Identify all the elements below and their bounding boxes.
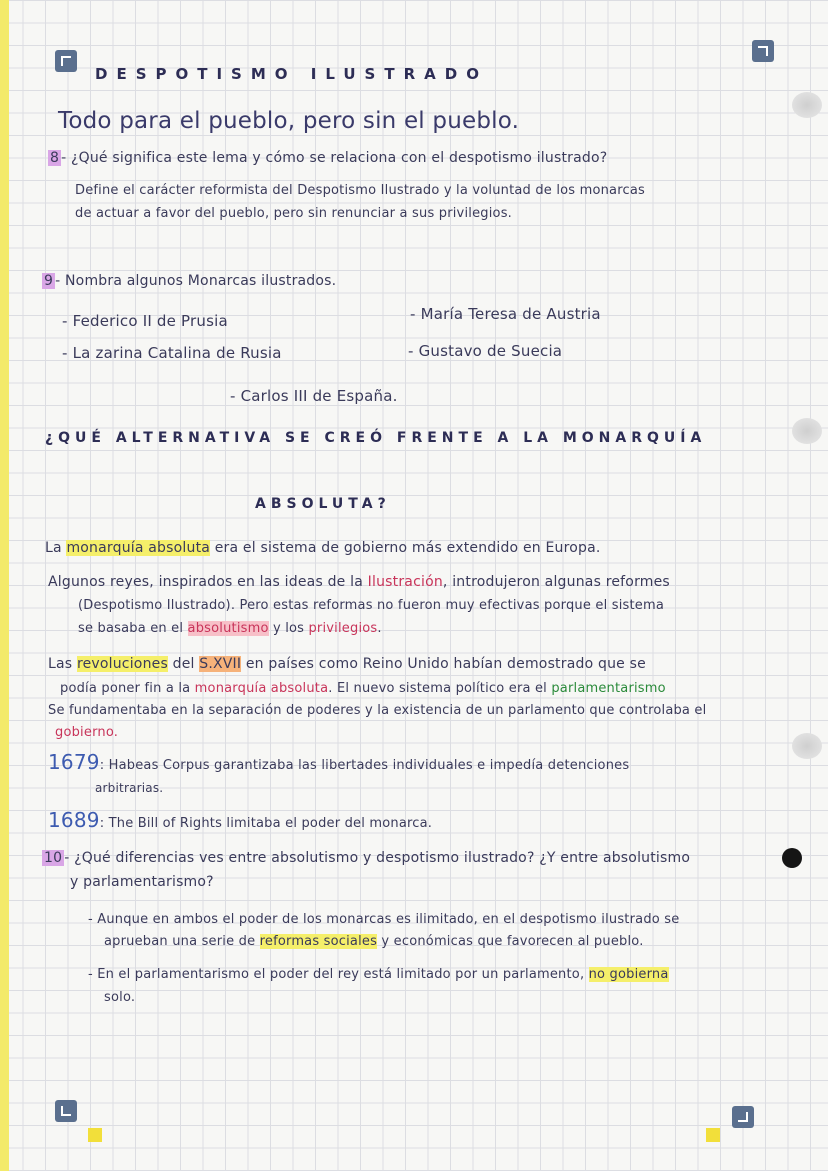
answer-8-line: de actuar a favor del pueblo, pero sin renunciar a sus privilegios.	[75, 206, 512, 221]
event-1679-line: arbitrarias.	[95, 781, 164, 795]
monarch-item: - La zarina Catalina de Rusia	[62, 344, 282, 362]
paragraph-2-line: (Despotismo Ilustrado). Pero estas reformas no fueron muy efectivas porque el sistema	[78, 598, 665, 613]
monarch-item: - María Teresa de Austria	[410, 305, 601, 323]
paragraph-3: Las revoluciones del S.XVII en países como Reino Unido habían demostrado que se	[48, 656, 646, 672]
paragraph-3-line: podía poner fin a la monarquía absoluta. El nuevo sistema político era el parlamentarismo	[60, 681, 666, 696]
paragraph-3-line: Se fundamentaba en la separación de poderes y la existencia de un parlamento que controlaba el	[48, 703, 707, 718]
question-9: 9 - Nombra algunos Monarcas ilustrados.	[44, 273, 337, 289]
corner-mark-icon	[732, 1106, 754, 1128]
section-heading-line2: ABSOLUTA?	[255, 496, 391, 512]
paragraph-1: La monarquía absoluta era el sistema de gobierno más extendido en Europa.	[45, 540, 601, 556]
event-1679: 1679: Habeas Corpus garantizaba las libertades individuales e impedía detenciones	[48, 750, 630, 774]
binder-hole	[792, 733, 822, 759]
question-8: 8 - ¿Qué significa este lema y cómo se relaciona con el despotismo ilustrado?	[50, 150, 608, 166]
paragraph-3-line: gobierno.	[55, 725, 119, 740]
motto: Todo para el pueblo, pero sin el pueblo.	[58, 108, 520, 134]
black-dot	[782, 848, 802, 868]
page-title: DESPOTISMO ILUSTRADO	[95, 65, 488, 83]
corner-mark-icon	[55, 1100, 77, 1122]
section-heading: ¿QUÉ ALTERNATIVA SE CREÓ FRENTE A LA MONARQUÍA	[45, 430, 707, 446]
binder-hole	[792, 92, 822, 118]
monarch-item: - Gustavo de Suecia	[408, 342, 563, 360]
binder-hole	[792, 418, 822, 444]
answer-10-line: solo.	[104, 990, 136, 1005]
answer-8-line: Define el carácter reformista del Despotismo Ilustrado y la voluntad de los monarcas	[75, 183, 645, 198]
yellow-mark	[706, 1128, 720, 1142]
monarch-item: - Carlos III de España.	[230, 387, 398, 405]
monarch-item: - Federico II de Prusia	[62, 312, 228, 330]
paragraph-2-line: se basaba en el absolutismo y los privilegios.	[78, 621, 382, 636]
notebook-edge	[0, 0, 9, 1171]
answer-10-line: - Aunque en ambos el poder de los monarcas es ilimitado, en el despotismo ilustrado se	[88, 912, 680, 927]
paragraph-2: Algunos reyes, inspirados en las ideas de la Ilustración, introdujeron algunas reformes	[48, 574, 670, 590]
corner-mark-icon	[55, 50, 77, 72]
question-10: 10 - ¿Qué diferencias ves entre absolutismo y despotismo ilustrado? ¿Y entre absolutismo	[44, 850, 691, 866]
event-1689: 1689: The Bill of Rights limitaba el poder del monarca.	[48, 808, 433, 832]
question-10-line: y parlamentarismo?	[70, 874, 214, 890]
answer-10-line: aprueban una serie de reformas sociales y económicas que favorecen al pueblo.	[104, 934, 644, 949]
answer-10-line: - En el parlamentarismo el poder del rey está limitado por un parlamento, no gobierna	[88, 967, 669, 982]
yellow-mark	[88, 1128, 102, 1142]
corner-mark-icon	[752, 40, 774, 62]
